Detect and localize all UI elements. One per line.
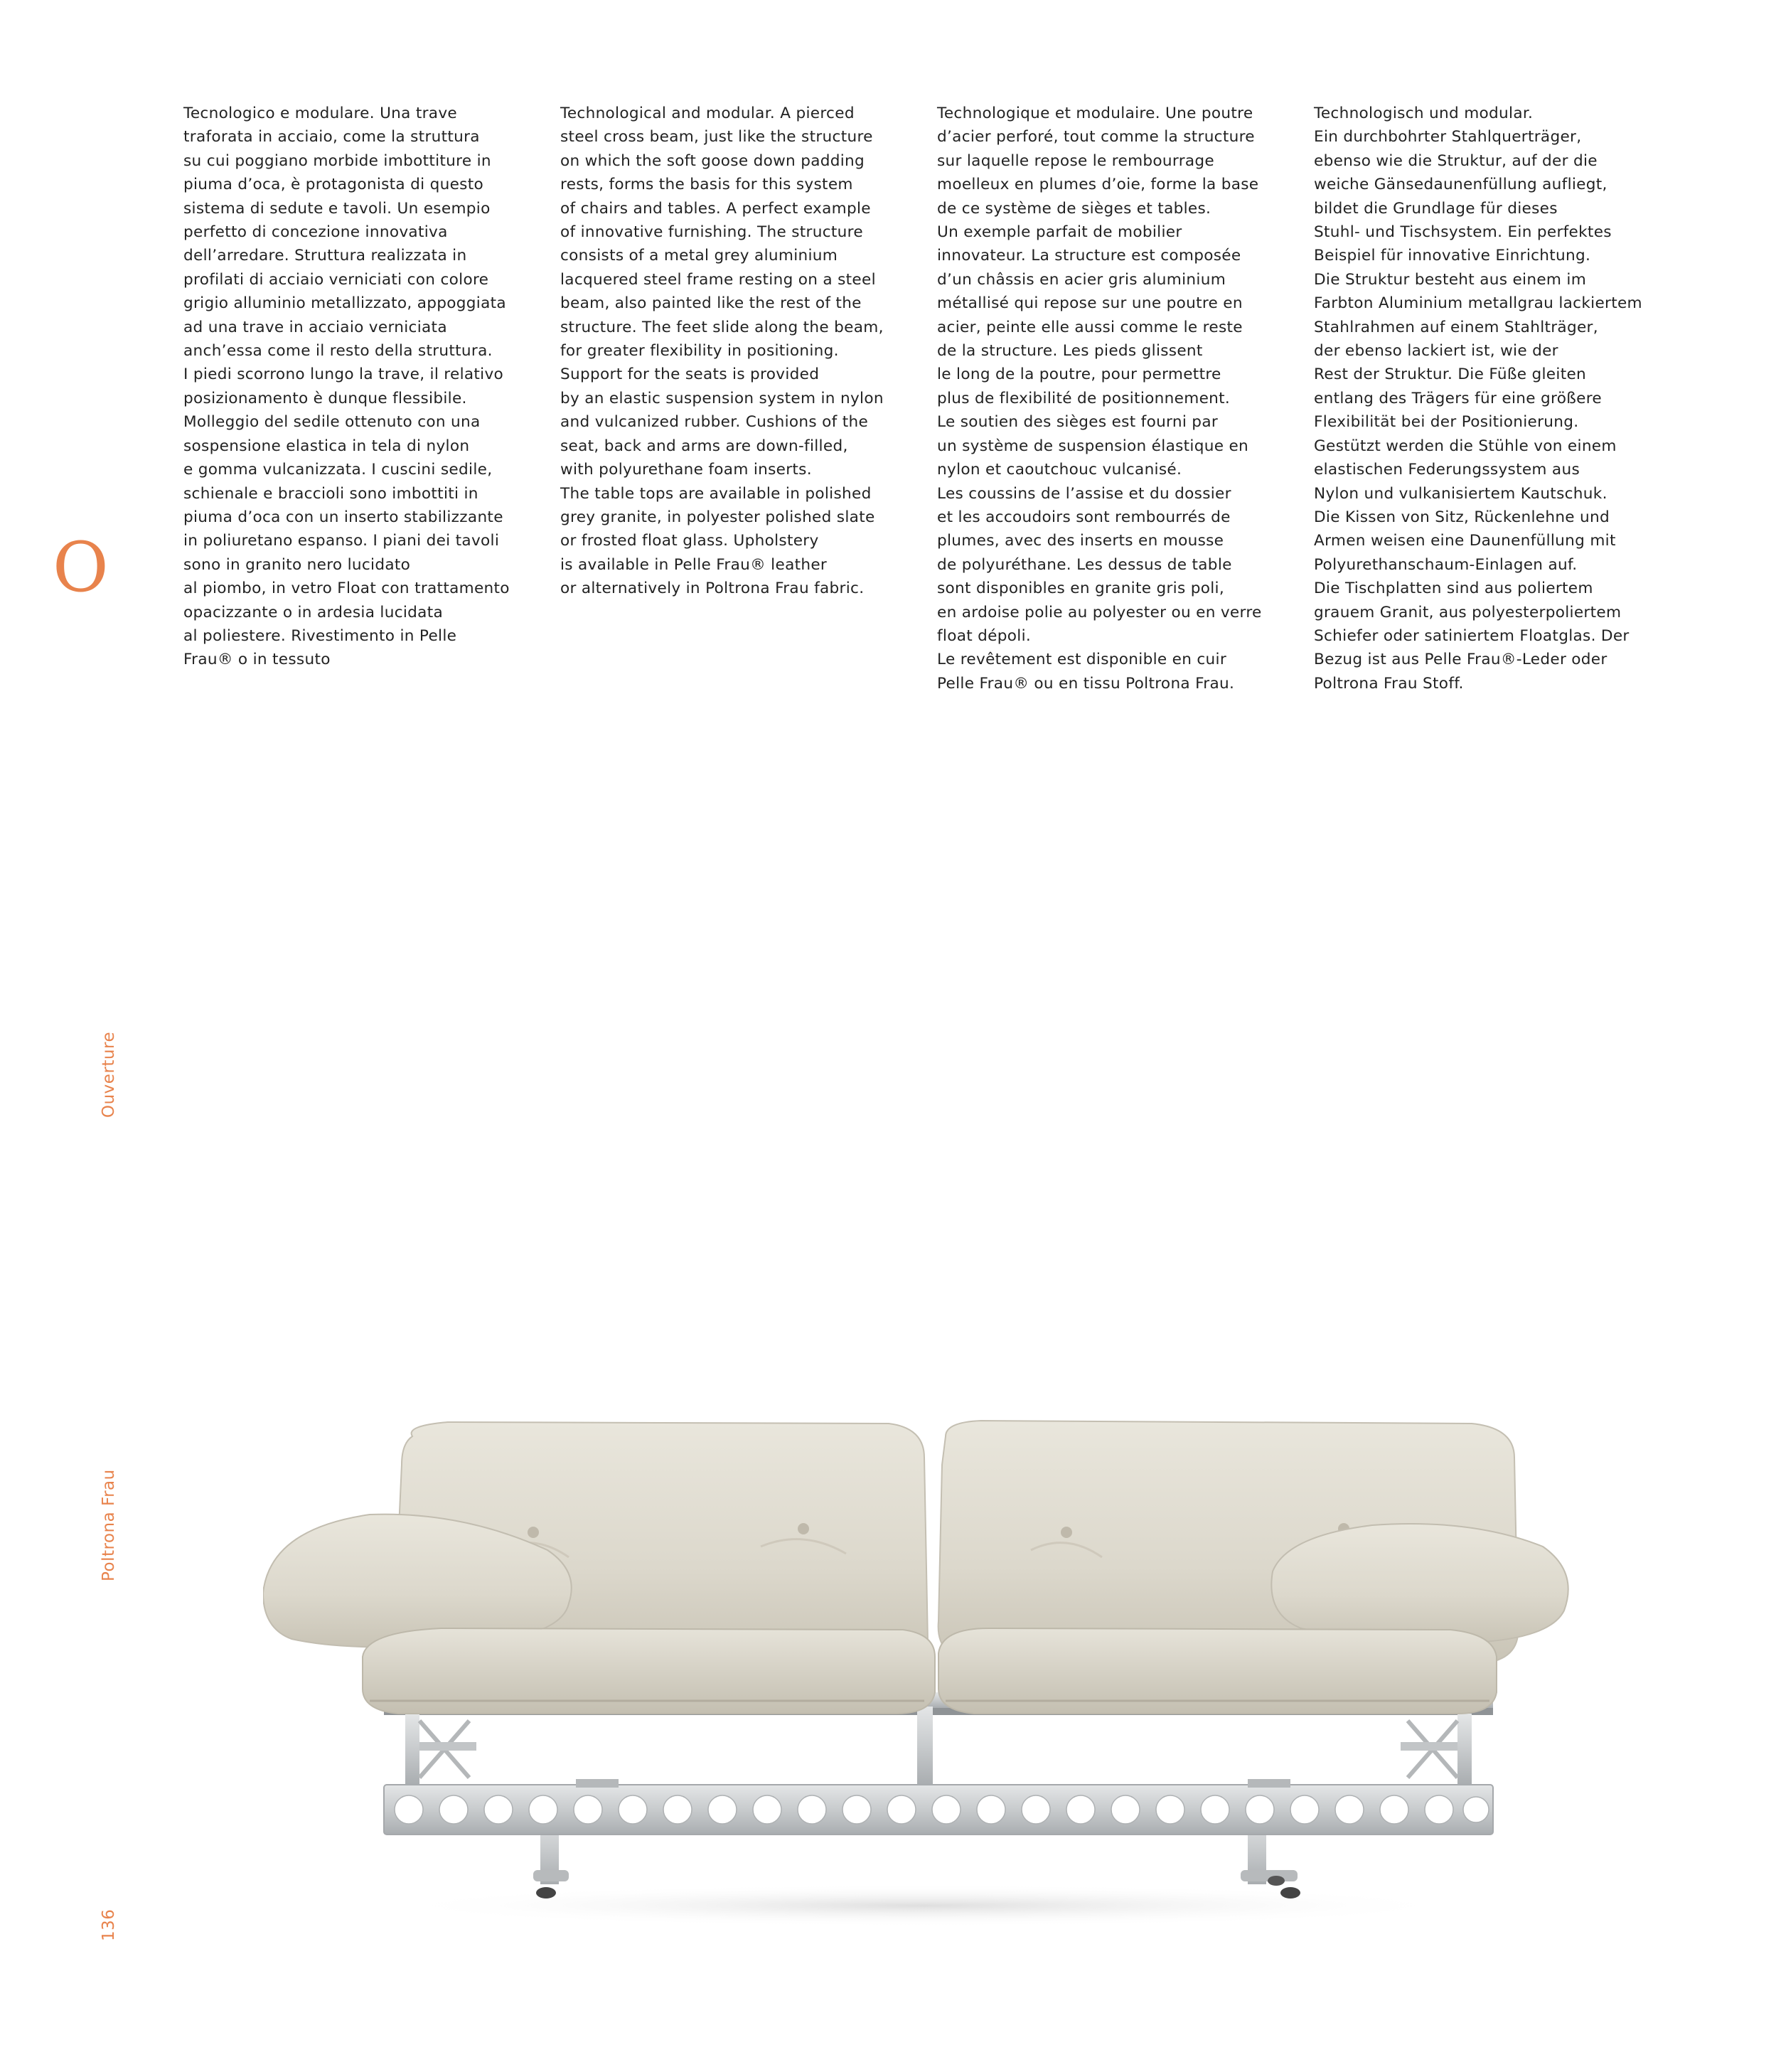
brand-label: Poltrona Frau (100, 1469, 118, 1581)
page-number: 136 (100, 1908, 118, 1941)
text-column-english: Technological and modular. A pierced steel cross beam, just like the structure on which the soft goose down padding rests, forms the basis for this system of chairs and tables. A perfect example of innovative furnishing. The structure consists of a metal grey aluminium lacquered steel frame resting on a steel beam, also painted like the rest of the structure. The feet slide along the beam, for greater flexibility in positioning. Support for the seats is provided by an elastic suspension system in nylon and vulcanized rubber. Cushions of the seat, back and arms are down-filled, with polyurethane foam inserts. The table tops are available in polished grey granite, in polyester polished slate or frosted float glass. Upholstery is available in Pelle Frau® leather or alternatively in Poltrona Frau fabric. (560, 105, 884, 598)
perforated-beam (384, 1779, 1493, 1835)
text-column-french: Technologique et modulaire. Une poutre d’acier perforé, tout comme la structure sur laquelle repose le rembourrage moelleux en plumes d’oie, forme la base de ce système de sièges et tables. Un exemple parfait de mobilier innovateur. La structure est composée d’un châssis en acier gris aluminium métallisé qui repose sur une poutre en acier, peinte elle aussi comme le reste de la structure. Les pieds glissent le long de la poutre, pour permettre plus de flexibilité de positionnement. Le soutien des sièges est fourni par un système de suspension élastique en nylon et caoutchouc vulcanisé. Les coussins de l’assise et du dossier et les accoudoirs sont rembourrés de plumes, avec des inserts en mousse de polyuréthane. Les dessus de table sont disponibles en granite gris poli, en ardoise polie au polyester ou en verre float dépoli. Le revêtement est disponible en cuir Pelle Frau® ou en tissu Poltrona Frau. (937, 105, 1262, 693)
text-column-german: Technologisch und modular. Ein durchbohrter Stahlquerträger, ebenso wie die Struktur, auf der die weiche Gänsedaunenfüllung aufliegt, bildet die Grundlage für dieses Stuhl- und Tischsystem. Ein perfektes Beispiel für innovative Einrichtung. Die Struktur besteht aus einem im Farbton Aluminium metallgrau lackiertem Stahlrahmen auf einem Stahlträger, der ebenso lackiert ist, wie der Rest der Struktur. Die Füße gleiten entlang des Trägers für eine größere Flexibilität bei der Positionierung. Gestützt werden die Stühle von einem elastischen Federungssystem aus Nylon und vulkanisiertem Kautschuk. Die Kissen von Sitz, Rückenlehne und Armen weisen eine Daunenfüllung mit Polyurethanschaum-Einlagen auf. Die Tischplatten sind aus poliertem grauem Granit, aus polyesterpoliertem Schiefer oder satiniertem Floatglas. Der Bezug ist aus Pelle Frau®-Leder oder Poltrona Frau Stoff. (1314, 105, 1642, 693)
section-label: Ouverture (100, 1031, 118, 1118)
sofa-photo (263, 1408, 1600, 1934)
seat-cushions (363, 1628, 1497, 1714)
text-column-italian: Tecnologico e modulare. Una trave traforata in acciaio, come la struttura su cui poggiano morbide imbottiture in piuma d’oca, è protagonista di questo sistema di sedute e tavoli. Un esempio perfetto di concezione innovativa dell’arredare. Struttura realizzata in profilati di acciaio verniciati con colore grigio alluminio metallizzato, appoggiata ad una trave in acciaio verniciata anch’essa come il resto della struttura. I piedi scorrono lungo la trave, il relativo posizionamento è dunque flessibile. Molleggio del sedile ottenuto con una sospensione elastica in tela di nylon e gomma vulcanizzata. I cuscini sedile, schienale e braccioli sono imbottiti in piuma d’oca con un inserto stabilizzante in poliuretano espanso. I piani dei tavoli sono in granito nero lucidato al piombo, in vetro Float con trattamento opacizzante o in ardesia lucidata al poliestere. Rivestimento in Pelle Frau® o in tessuto (183, 105, 510, 669)
section-initial: O (53, 528, 109, 607)
